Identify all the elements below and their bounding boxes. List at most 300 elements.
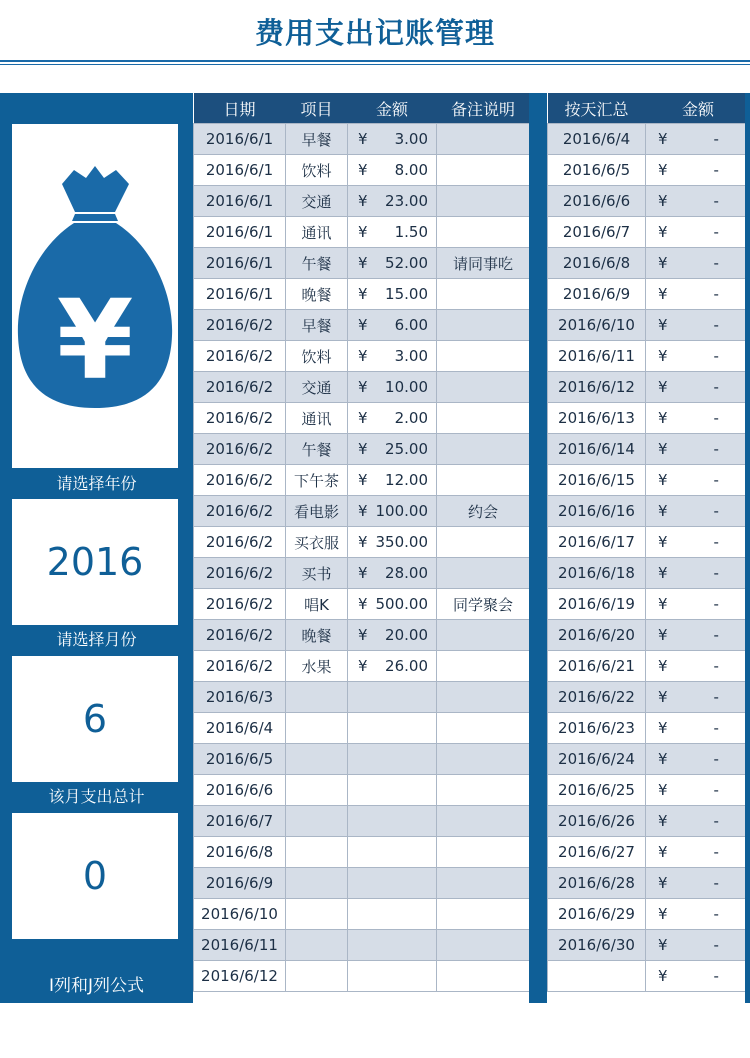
year-select[interactable]: 2016: [12, 499, 178, 625]
currency-symbol: ¥: [358, 533, 368, 551]
date-cell[interactable]: 2016/6/1: [194, 217, 286, 248]
item-cell[interactable]: [286, 682, 348, 713]
item-cell[interactable]: 早餐: [286, 310, 348, 341]
date-cell[interactable]: 2016/6/2: [194, 372, 286, 403]
currency-symbol: ¥: [358, 595, 368, 613]
currency-symbol: ¥: [658, 440, 668, 458]
summary-amount-value: -: [713, 719, 719, 737]
summary-row: [548, 589, 750, 620]
date-cell[interactable]: 2016/6/2: [194, 496, 286, 527]
table-row: [194, 186, 530, 217]
item-cell[interactable]: 看电影: [286, 496, 348, 527]
summary-date-cell: 2016/6/25: [548, 775, 646, 806]
item-cell[interactable]: 饮料: [286, 341, 348, 372]
svg-text:¥: ¥: [56, 276, 134, 404]
summary-row: [548, 124, 750, 155]
table-row: [194, 930, 530, 961]
summary-date-cell: 2016/6/13: [548, 403, 646, 434]
item-cell[interactable]: 唱K: [286, 589, 348, 620]
date-cell[interactable]: 2016/6/5: [194, 744, 286, 775]
summary-amount-cell: [646, 310, 750, 341]
date-cell[interactable]: 2016/6/3: [194, 682, 286, 713]
currency-symbol: ¥: [658, 657, 668, 675]
summary-row: [548, 217, 750, 248]
table-row: [194, 217, 530, 248]
currency-symbol: ¥: [658, 316, 668, 334]
currency-symbol: ¥: [658, 130, 668, 148]
summary-amount-value: -: [713, 688, 719, 706]
date-cell[interactable]: 2016/6/8: [194, 837, 286, 868]
summary-date-cell: 2016/6/10: [548, 310, 646, 341]
date-cell[interactable]: 2016/6/1: [194, 155, 286, 186]
note-cell[interactable]: [437, 651, 530, 682]
summary-date-cell: 2016/6/15: [548, 465, 646, 496]
summary-amount-cell: [646, 217, 750, 248]
note-cell[interactable]: [437, 868, 530, 899]
summary-amount-cell: [646, 496, 750, 527]
item-cell[interactable]: 晚餐: [286, 279, 348, 310]
amount-value: 6.00: [394, 316, 428, 334]
summary-amount-value: -: [713, 130, 719, 148]
currency-symbol: ¥: [658, 161, 668, 179]
amount-cell[interactable]: [348, 403, 437, 434]
date-cell[interactable]: 2016/6/9: [194, 868, 286, 899]
currency-symbol: ¥: [658, 936, 668, 954]
amount-value: 350.00: [375, 533, 428, 551]
summary-row: [548, 496, 750, 527]
summary-row: [548, 682, 750, 713]
currency-symbol: ¥: [658, 843, 668, 861]
summary-row: [548, 465, 750, 496]
summary-date-cell: 2016/6/21: [548, 651, 646, 682]
summary-row: [548, 527, 750, 558]
summary-date-cell: 2016/6/4: [548, 124, 646, 155]
amount-cell[interactable]: [348, 527, 437, 558]
note-cell[interactable]: [437, 527, 530, 558]
summary-row: [548, 341, 750, 372]
note-cell[interactable]: [437, 961, 530, 992]
item-cell[interactable]: 晚餐: [286, 620, 348, 651]
formula-label: I列和J列公式: [48, 976, 145, 996]
amount-cell[interactable]: [348, 868, 437, 899]
summary-date-cell: 2016/6/26: [548, 806, 646, 837]
summary-amount-cell: [646, 868, 750, 899]
table-row: [194, 310, 530, 341]
note-cell[interactable]: [437, 682, 530, 713]
summary-amount-value: -: [713, 378, 719, 396]
expense-header-row: [194, 93, 530, 124]
summary-row: [548, 186, 750, 217]
item-cell[interactable]: [286, 775, 348, 806]
column-header-date: 日期: [194, 93, 286, 124]
item-cell[interactable]: 交通: [286, 186, 348, 217]
summary-date-cell: 2016/6/22: [548, 682, 646, 713]
summary-date-cell: 2016/6/11: [548, 341, 646, 372]
amount-value: 15.00: [385, 285, 428, 303]
right-edge-bar: [745, 93, 750, 1003]
summary-date-cell: 2016/6/12: [548, 372, 646, 403]
note-cell[interactable]: [437, 341, 530, 372]
money-bag-yen-icon: [12, 124, 178, 468]
note-cell[interactable]: [437, 217, 530, 248]
summary-amount-value: -: [713, 781, 719, 799]
amount-cell[interactable]: [348, 651, 437, 682]
item-cell[interactable]: 买书: [286, 558, 348, 589]
summary-amount-value: -: [713, 874, 719, 892]
summary-row: [548, 930, 750, 961]
title-divider: [0, 60, 750, 62]
currency-symbol: ¥: [658, 905, 668, 923]
amount-cell[interactable]: [348, 775, 437, 806]
note-cell[interactable]: 约会: [437, 496, 530, 527]
summary-amount-cell: [646, 558, 750, 589]
summary-amount-value: -: [713, 626, 719, 644]
table-row: [194, 868, 530, 899]
table-row: [194, 124, 530, 155]
currency-symbol: ¥: [358, 502, 368, 520]
amount-value: 25.00: [385, 440, 428, 458]
summary-amount-value: -: [713, 843, 719, 861]
note-cell[interactable]: [437, 558, 530, 589]
date-cell[interactable]: 2016/6/2: [194, 558, 286, 589]
note-cell[interactable]: 请同事吃: [437, 248, 530, 279]
date-cell[interactable]: 2016/6/7: [194, 806, 286, 837]
summary-row: [548, 279, 750, 310]
amount-value: 1.50: [394, 223, 428, 241]
amount-value: 8.00: [394, 161, 428, 179]
amount-cell[interactable]: [348, 124, 437, 155]
currency-symbol: ¥: [658, 626, 668, 644]
table-separator: [529, 93, 547, 1003]
summary-date-cell: 2016/6/9: [548, 279, 646, 310]
summary-amount-value: -: [713, 936, 719, 954]
summary-amount-value: -: [713, 905, 719, 923]
amount-cell[interactable]: [348, 186, 437, 217]
amount-cell[interactable]: [348, 930, 437, 961]
summary-amount-cell: [646, 248, 750, 279]
currency-symbol: ¥: [358, 285, 368, 303]
summary-row: [548, 651, 750, 682]
date-cell[interactable]: 2016/6/6: [194, 775, 286, 806]
currency-symbol: ¥: [658, 812, 668, 830]
summary-date-cell: 2016/6/23: [548, 713, 646, 744]
table-row: [194, 496, 530, 527]
amount-value: 500.00: [375, 595, 428, 613]
amount-value: 52.00: [385, 254, 428, 272]
date-cell[interactable]: 2016/6/2: [194, 341, 286, 372]
summary-amount-value: -: [713, 533, 719, 551]
currency-symbol: ¥: [358, 564, 368, 582]
date-cell[interactable]: 2016/6/2: [194, 527, 286, 558]
currency-symbol: ¥: [658, 378, 668, 396]
note-cell[interactable]: [437, 310, 530, 341]
date-cell[interactable]: 2016/6/1: [194, 279, 286, 310]
summary-amount-cell: [646, 744, 750, 775]
summary-row: [548, 806, 750, 837]
column-header-amount: 金额: [348, 93, 437, 124]
month-total-label: 该月支出总计: [48, 787, 145, 806]
date-cell[interactable]: 2016/6/4: [194, 713, 286, 744]
summary-amount-value: -: [713, 595, 719, 613]
summary-row: [548, 248, 750, 279]
date-cell[interactable]: 2016/6/1: [194, 248, 286, 279]
summary-date-cell: [548, 961, 646, 992]
currency-symbol: ¥: [658, 285, 668, 303]
currency-symbol: ¥: [658, 502, 668, 520]
summary-amount-value: -: [713, 161, 719, 179]
item-cell[interactable]: 水果: [286, 651, 348, 682]
currency-symbol: ¥: [658, 750, 668, 768]
currency-symbol: ¥: [658, 533, 668, 551]
table-row: [194, 899, 530, 930]
amount-cell[interactable]: [348, 589, 437, 620]
date-cell[interactable]: 2016/6/2: [194, 651, 286, 682]
amount-cell[interactable]: [348, 682, 437, 713]
page-title: 费用支出记账管理: [254, 16, 495, 50]
item-cell[interactable]: [286, 837, 348, 868]
currency-symbol: ¥: [658, 719, 668, 737]
note-cell[interactable]: [437, 186, 530, 217]
amount-value: 10.00: [385, 378, 428, 396]
summary-date-cell: 2016/6/27: [548, 837, 646, 868]
currency-symbol: ¥: [358, 347, 368, 365]
currency-symbol: ¥: [358, 223, 368, 241]
month-select[interactable]: 6: [12, 656, 178, 782]
currency-symbol: ¥: [658, 874, 668, 892]
item-cell[interactable]: 午餐: [286, 248, 348, 279]
summary-row: [548, 961, 750, 992]
summary-amount-cell: [646, 527, 750, 558]
item-cell[interactable]: [286, 961, 348, 992]
summary-amount-cell: [646, 589, 750, 620]
note-cell[interactable]: [437, 837, 530, 868]
note-cell[interactable]: [437, 620, 530, 651]
expense-table: [193, 93, 530, 992]
summary-date-cell: 2016/6/29: [548, 899, 646, 930]
item-cell[interactable]: 交通: [286, 372, 348, 403]
summary-amount-cell: [646, 465, 750, 496]
amount-cell[interactable]: [348, 899, 437, 930]
table-row: [194, 155, 530, 186]
amount-cell[interactable]: [348, 713, 437, 744]
table-row: [194, 527, 530, 558]
amount-cell[interactable]: [348, 217, 437, 248]
table-row: [194, 682, 530, 713]
amount-cell[interactable]: [348, 248, 437, 279]
note-cell[interactable]: [437, 806, 530, 837]
currency-symbol: ¥: [358, 130, 368, 148]
money-bag-box: [12, 124, 178, 468]
date-cell[interactable]: 2016/6/2: [194, 403, 286, 434]
note-cell[interactable]: [437, 713, 530, 744]
currency-symbol: ¥: [358, 161, 368, 179]
note-cell[interactable]: [437, 744, 530, 775]
item-cell[interactable]: [286, 806, 348, 837]
summary-row: [548, 620, 750, 651]
summary-date-cell: 2016/6/6: [548, 186, 646, 217]
amount-cell[interactable]: [348, 837, 437, 868]
currency-symbol: ¥: [658, 254, 668, 272]
amount-value: 23.00: [385, 192, 428, 210]
summary-amount-cell: [646, 372, 750, 403]
summary-amount-cell: [646, 961, 750, 992]
table-row: [194, 403, 530, 434]
table-row: [194, 620, 530, 651]
note-cell[interactable]: [437, 124, 530, 155]
amount-cell[interactable]: [348, 341, 437, 372]
date-cell[interactable]: 2016/6/2: [194, 310, 286, 341]
summary-row: [548, 434, 750, 465]
item-cell[interactable]: [286, 868, 348, 899]
summary-amount-value: -: [713, 223, 719, 241]
item-cell[interactable]: [286, 899, 348, 930]
currency-symbol: ¥: [358, 657, 368, 675]
amount-cell[interactable]: [348, 434, 437, 465]
summary-amount-cell: [646, 155, 750, 186]
amount-cell[interactable]: [348, 465, 437, 496]
note-cell[interactable]: [437, 465, 530, 496]
summary-amount-cell: [646, 651, 750, 682]
table-row: [194, 279, 530, 310]
amount-cell[interactable]: [348, 744, 437, 775]
item-cell[interactable]: [286, 744, 348, 775]
summary-row: [548, 868, 750, 899]
summary-row: [548, 775, 750, 806]
summary-date-cell: 2016/6/7: [548, 217, 646, 248]
currency-symbol: ¥: [658, 781, 668, 799]
currency-symbol: ¥: [358, 378, 368, 396]
summary-amount-value: -: [713, 812, 719, 830]
title-divider-thin: [0, 64, 750, 65]
currency-symbol: ¥: [358, 316, 368, 334]
table-row: [194, 713, 530, 744]
summary-row: [548, 403, 750, 434]
summary-date-cell: 2016/6/18: [548, 558, 646, 589]
item-cell[interactable]: [286, 713, 348, 744]
currency-symbol: ¥: [658, 471, 668, 489]
amount-value: 3.00: [394, 347, 428, 365]
currency-symbol: ¥: [658, 688, 668, 706]
amount-cell[interactable]: [348, 310, 437, 341]
item-cell[interactable]: 买衣服: [286, 527, 348, 558]
table-row: [194, 465, 530, 496]
note-cell[interactable]: [437, 279, 530, 310]
item-cell[interactable]: [286, 930, 348, 961]
summary-amount-cell: [646, 682, 750, 713]
amount-cell[interactable]: [348, 961, 437, 992]
amount-cell[interactable]: [348, 806, 437, 837]
note-cell[interactable]: [437, 403, 530, 434]
column-header-summary-amount: 金额: [646, 93, 750, 124]
note-cell[interactable]: [437, 899, 530, 930]
date-cell[interactable]: 2016/6/10: [194, 899, 286, 930]
summary-row: [548, 372, 750, 403]
item-cell[interactable]: 通讯: [286, 403, 348, 434]
table-row: [194, 806, 530, 837]
note-cell[interactable]: 同学聚会: [437, 589, 530, 620]
summary-amount-value: -: [713, 471, 719, 489]
summary-amount-value: -: [713, 440, 719, 458]
year-label: 请选择年份: [56, 474, 137, 493]
item-cell[interactable]: 饮料: [286, 155, 348, 186]
date-cell[interactable]: 2016/6/1: [194, 124, 286, 155]
date-cell[interactable]: 2016/6/12: [194, 961, 286, 992]
amount-value: 2.00: [394, 409, 428, 427]
summary-date-cell: 2016/6/20: [548, 620, 646, 651]
note-cell[interactable]: [437, 155, 530, 186]
table-row: [194, 589, 530, 620]
summary-amount-cell: [646, 434, 750, 465]
currency-symbol: ¥: [658, 564, 668, 582]
summary-amount-value: -: [713, 967, 719, 985]
amount-cell[interactable]: [348, 558, 437, 589]
currency-symbol: ¥: [358, 254, 368, 272]
summary-date-cell: 2016/6/28: [548, 868, 646, 899]
amount-cell[interactable]: [348, 620, 437, 651]
note-cell[interactable]: [437, 930, 530, 961]
summary-date-cell: 2016/6/16: [548, 496, 646, 527]
date-cell[interactable]: 2016/6/11: [194, 930, 286, 961]
column-header-note: 备注说明: [437, 93, 530, 124]
summary-row: [548, 744, 750, 775]
summary-amount-cell: [646, 713, 750, 744]
currency-symbol: ¥: [358, 626, 368, 644]
summary-amount-value: -: [713, 502, 719, 520]
summary-date-cell: 2016/6/19: [548, 589, 646, 620]
summary-amount-cell: [646, 403, 750, 434]
summary-amount-cell: [646, 620, 750, 651]
date-cell[interactable]: 2016/6/1: [194, 186, 286, 217]
summary-amount-value: -: [713, 192, 719, 210]
note-cell[interactable]: [437, 434, 530, 465]
sidebar-panel: [0, 93, 193, 1003]
daily-summary-table: [547, 93, 750, 992]
currency-symbol: ¥: [358, 192, 368, 210]
month-label: 请选择月份: [56, 630, 137, 649]
summary-date-cell: 2016/6/17: [548, 527, 646, 558]
amount-cell[interactable]: [348, 372, 437, 403]
summary-date-cell: 2016/6/14: [548, 434, 646, 465]
currency-symbol: ¥: [658, 223, 668, 241]
item-cell[interactable]: 下午茶: [286, 465, 348, 496]
currency-symbol: ¥: [658, 595, 668, 613]
table-row: [194, 248, 530, 279]
date-cell[interactable]: 2016/6/2: [194, 589, 286, 620]
date-cell[interactable]: 2016/6/2: [194, 465, 286, 496]
summary-date-cell: 2016/6/8: [548, 248, 646, 279]
item-cell[interactable]: 午餐: [286, 434, 348, 465]
item-cell[interactable]: 早餐: [286, 124, 348, 155]
amount-cell[interactable]: [348, 496, 437, 527]
summary-amount-value: -: [713, 657, 719, 675]
amount-cell[interactable]: [348, 279, 437, 310]
summary-amount-cell: [646, 775, 750, 806]
amount-cell[interactable]: [348, 155, 437, 186]
summary-amount-cell: [646, 899, 750, 930]
table-row: [194, 651, 530, 682]
item-cell[interactable]: 通讯: [286, 217, 348, 248]
date-cell[interactable]: 2016/6/2: [194, 620, 286, 651]
table-row: [194, 341, 530, 372]
table-row: [194, 775, 530, 806]
summary-row: [548, 899, 750, 930]
date-cell[interactable]: 2016/6/2: [194, 434, 286, 465]
summary-amount-cell: [646, 837, 750, 868]
note-cell[interactable]: [437, 775, 530, 806]
note-cell[interactable]: [437, 372, 530, 403]
summary-amount-value: -: [713, 409, 719, 427]
currency-symbol: ¥: [358, 440, 368, 458]
